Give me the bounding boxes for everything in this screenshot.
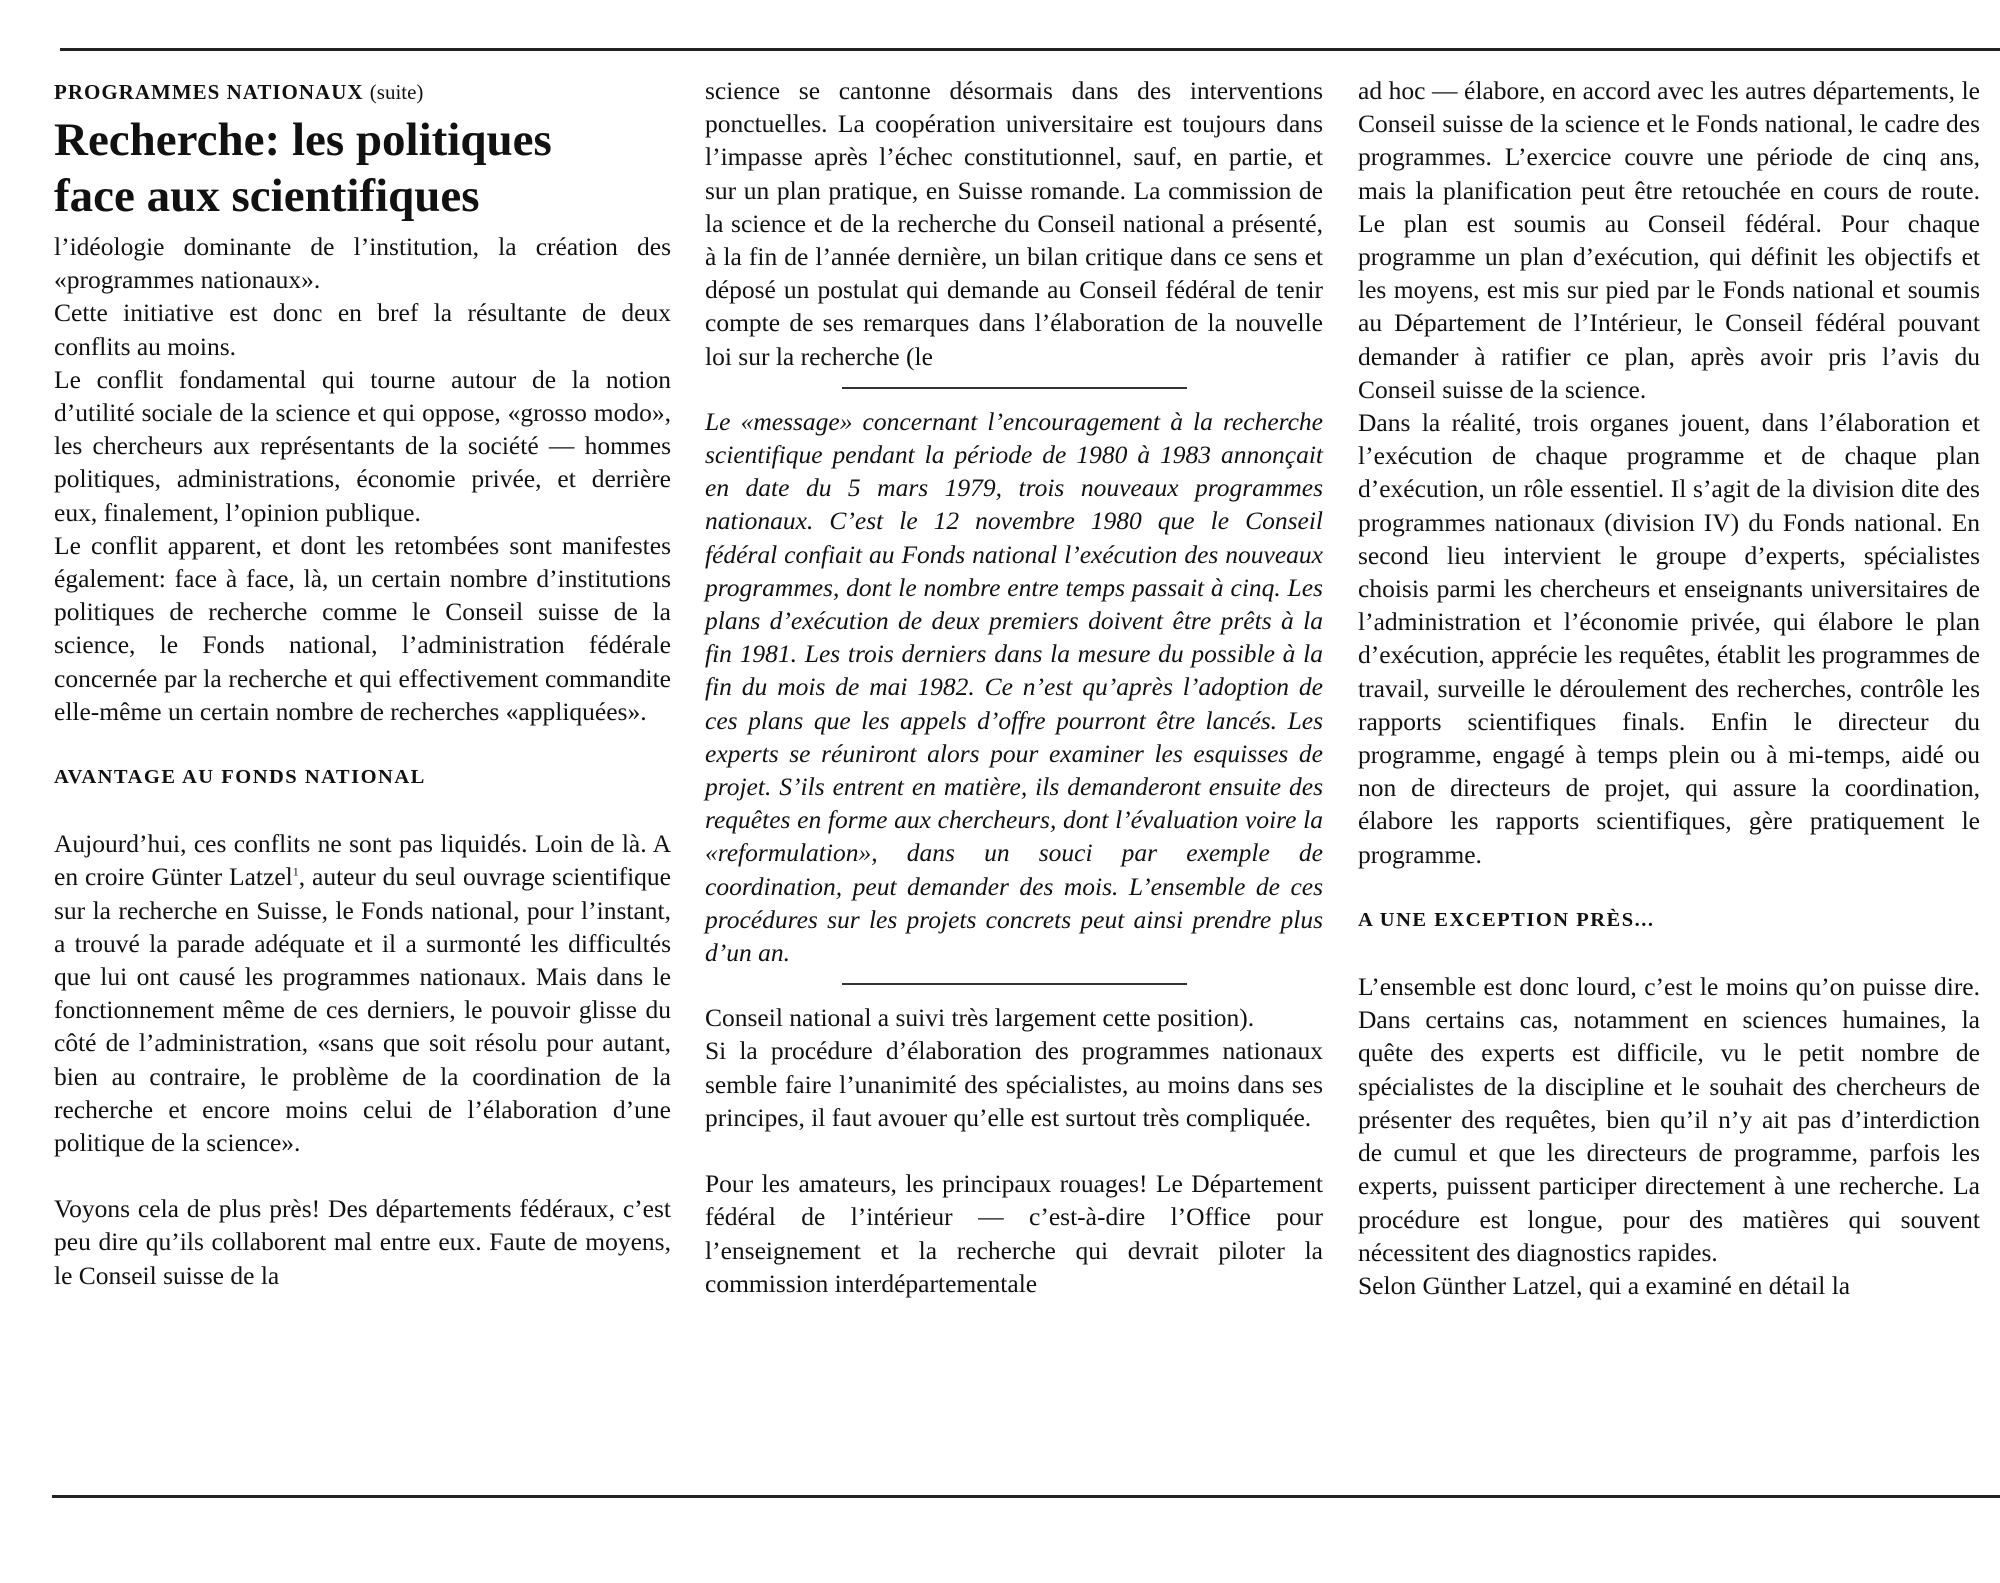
kicker-text: PROGRAMMES NATIONAUX (54, 80, 364, 104)
title-line-2: face aux scientifiques (54, 170, 480, 222)
article-title (54, 112, 671, 224)
paragraph-text: , auteur du seul ouvrage scientifique sur la recherche en Suisse, le Fonds national, pour l’instant, a trouvé la parade adéquate et il a surmonté les difficultés que lui ont causé les programmes nationaux. Mais dans le fonctionnement même de ces derniers, le pouvoir glisse du côté de l’administration, «sans que soit résolu pour autant, bien au contraire, le problème de la coordination de la recherche et encore moins celui de l’élaboration d’une politique de la science». (54, 862, 671, 1158)
paragraph: Selon Günther Latzel, qui a examiné en détail la (1358, 1270, 1851, 1300)
column-2 (705, 74, 1323, 1300)
paragraph: L’ensemble est donc lourd, c’est le moins qu’on puisse dire. Dans certains cas, notamment en sciences humaines, la quête des experts est difficile, vu le petit nombre de spécialistes de la discipline et le souhait des chercheurs de présenter des requêtes, bien qu’il n’y ait pas d’interdiction de cumul et que les directeurs de programme, parfois les experts, puissent participer directement à une recherche. La procédure est longue, pour des matières qui souvent nécessitent des diagnostics rapides. (1358, 972, 1980, 1267)
subheading: AVANTAGE AU FONDS NATIONAL (54, 766, 426, 789)
bottom-rule (52, 1495, 2000, 1498)
info-box: Le «message» concernant l’encouragement à la recherche scientifique pendant la période de 1980 à 1983 annonçait en date du 5 mars 1979, trois nouveaux programmes nationaux. C’est le 12 novembre 1980 que le Conseil fédéral confiait au Fonds national l’exécution des nouveaux programmes, dont le nombre entre temps passait à cinq. Les plans d’exécution de deux premiers doivent être prêts à la fin 1981. Les trois derniers dans la mesure du possible à la fin du mois de mai 1982. Ce n’est qu’après l’adoption de ces plans que les appels d’offre pourront être lancés. Les experts se réuniront alors pour examiner les esquisses de projet. S’ils entrent en matière, ils demanderont ensuite des requêtes en forme aux chercheurs, dont l’évaluation voire la «reformulation», dans un souci par exemple de coordination, peut demander des mois. L’ensemble de ces procédures sur les projets concrets peut ainsi prendre plus d’un an. (705, 406, 1323, 968)
paragraph: Le conflit fondamental qui tourne autour de la notion d’utilité sociale de la science et qui oppose, «grosso modo», les chercheurs aux représentants de la société — hommes politiques, administrations, économie privée, et derrière eux, finalement, l’opinion publique. (54, 364, 671, 527)
paragraph: Voyons cela de plus près! Des départements fédéraux, c’est peu dire qu’ils collaborent mal entre eux. Faute de moyens, le Conseil suisse de la (54, 1194, 671, 1290)
paragraph: Pour les amateurs, les principaux rouages! Le Département fédéral de l’intérieur — c’est-à-dire l’Office pour l’enseignement et la recherche qui devrait piloter la commission interdépartementale (705, 1169, 1323, 1298)
footnote-mark: 1 (292, 864, 299, 879)
paragraph: Le conflit apparent, et dont les retombées sont manifestes également: face à face, là, un certain nombre d’institutions politiques de recherche comme le Conseil suisse de la science, le Fonds national, l’administration fédérale concernée par la recherche et qui effectivement commandite elle-même un certain nombre de recherches «appliquées». (54, 530, 671, 726)
paragraph (54, 827, 671, 1159)
paragraph: Dans la réalité, trois organes jouent, dans l’élaboration et l’exécution de chaque programme et de chaque plan d’exécution, un rôle essentiel. Il s’agit de la division dite des programmes nationaux (division IV) du Fonds national. En second lieu intervient le groupe d’experts, spécialistes choisis parmi les chercheurs et enseignants universitaires de l’administration et l’économie privée, qui élabore le plan d’exécution, apprécie les requêtes, établit les programmes de travail, surveille le déroulement des recherches, contrôle les rapports scientifiques finals. Enfin le directeur du programme, engagé à temps plein ou à mi-temps, aidé ou non de directeurs de projet, qui assure la coordination, élabore les rapports scientifiques, gère pratiquement le programme. (1358, 408, 1980, 869)
paragraph: Si la procédure d’élaboration des programmes nationaux semble faire l’unanimité des spécialistes, au moins dans ses principes, il faut avouer qu’elle est surtout très compliquée. (705, 1036, 1323, 1132)
paragraph: Conseil national a suivi très largement cette position). (705, 1003, 1255, 1033)
column-3 (1358, 74, 1980, 1302)
section-kicker (54, 74, 671, 110)
box-rule-top (842, 387, 1187, 389)
paragraph: ad hoc — élabore, en accord avec les autres départements, le Conseil suisse de la science et le Fonds national, le cadre des programmes. L’exercice couvre une période de cinq ans, mais la planification peut être retouchée en cours de route. Le plan est soumis au Conseil fédéral. Pour chaque programme un plan d’exécution, qui définit les objectifs et les moyens, est mis sur pied par le Fonds national et soumis au Département de l’Intérieur, le Conseil fédéral pouvant demander à ratifier ce plan, après avoir pris l’avis du Conseil suisse de la science. (1358, 76, 1980, 404)
title-line-1: Recherche: les politiques (54, 114, 552, 166)
paragraph-text: Aujourd’hui, ces conflits ne sont pas liquidés. Loin de là. A en croire Günter Latzel (54, 829, 671, 892)
kicker-suffix: (suite) (369, 80, 424, 104)
paragraph: l’idéologie dominante de l’institution, la création des «programmes nationaux». (54, 232, 671, 295)
subheading: A UNE EXCEPTION PRÈS... (1358, 908, 1655, 931)
paragraph: science se cantonne désormais dans des interventions ponctuelles. La coopération universitaire est toujours dans l’impasse après l’échec constitutionnel, sauf, en partie, et sur un plan pratique, en Suisse romande. La commission de la science et de la recherche du Conseil national a présenté, à la fin de l’année dernière, un bilan critique dans ce sens et déposé un postulat qui demande au Conseil fédéral de tenir compte de ses remarques dans l’élaboration de la nouvelle loi sur la recherche (le (705, 76, 1323, 371)
top-rule (60, 48, 2000, 51)
box-rule-bottom (842, 983, 1187, 985)
column-1 (54, 74, 671, 1292)
paragraph: Cette initiative est donc en bref la résultante de deux conflits au moins. (54, 298, 671, 361)
